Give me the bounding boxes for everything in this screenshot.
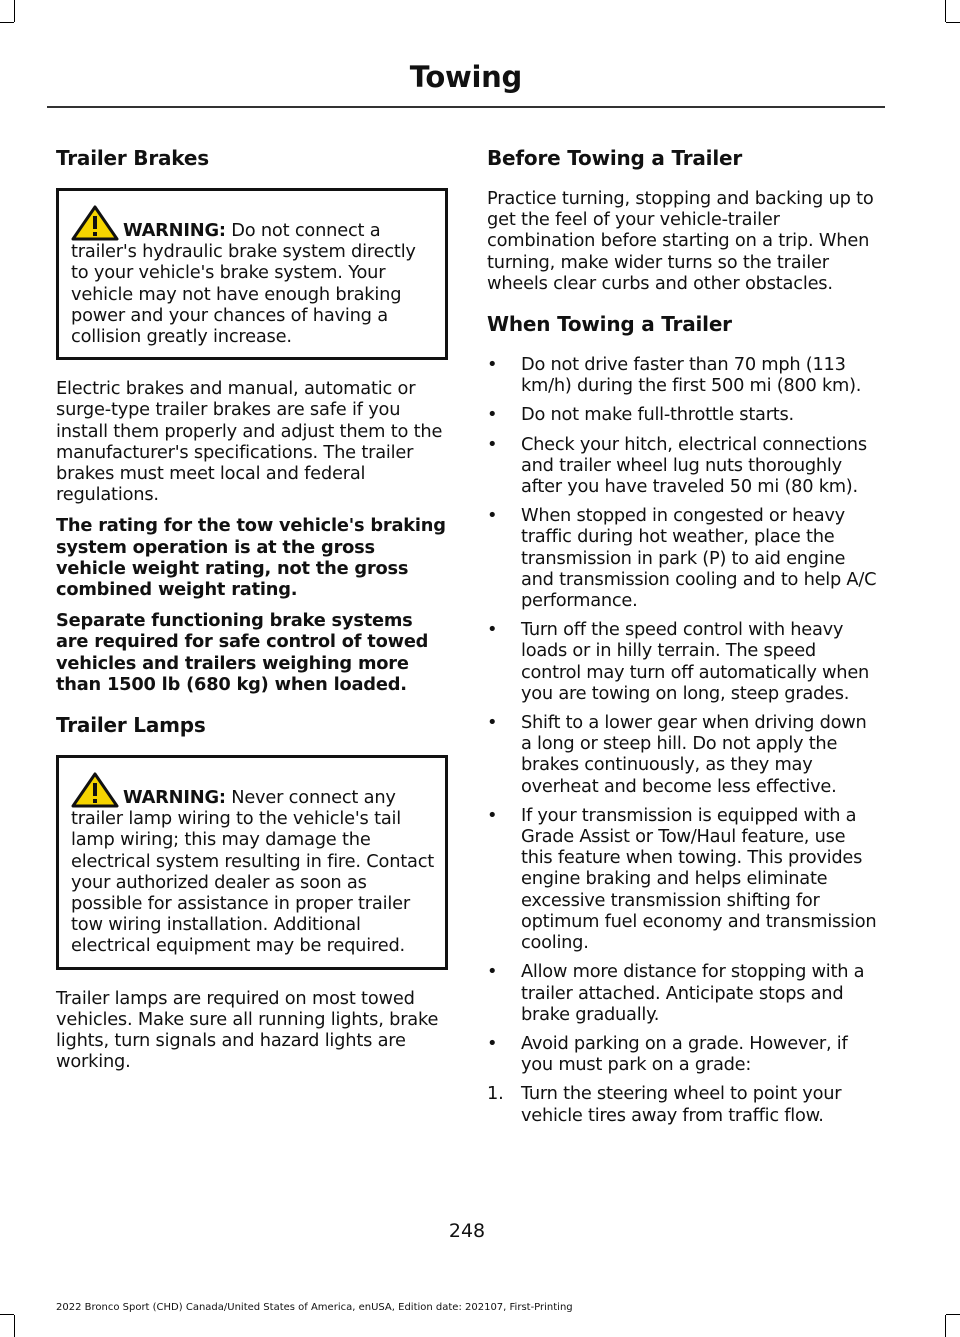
right-column bbox=[487, 140, 881, 1134]
warning-label: WARNING: bbox=[123, 220, 226, 241]
section-heading-trailer-brakes: Trailer Brakes bbox=[56, 146, 209, 170]
list-item: • Avoid parking on a grade. However, if you must park on a grade: bbox=[487, 1032, 848, 1076]
crop-mark bbox=[14, 1315, 15, 1337]
crop-mark bbox=[0, 1314, 14, 1315]
page-number: 248 bbox=[448, 1220, 486, 1242]
crop-mark bbox=[946, 1314, 960, 1315]
list-item: • Check your hitch, electrical connections and trailer wheel lug nuts thoroughly after you have traveled 50 mi (80 km). bbox=[487, 433, 867, 498]
list-item: • Do not drive faster than 70 mph (113 km/h) during the first 500 mi (800 km). bbox=[487, 354, 862, 397]
crop-mark bbox=[945, 0, 946, 22]
crop-mark bbox=[0, 22, 14, 23]
warning-triangle-icon bbox=[71, 772, 119, 808]
section-heading-before-towing: Before Towing a Trailer bbox=[487, 146, 743, 170]
warning-triangle-icon bbox=[71, 205, 119, 241]
crop-mark bbox=[945, 1315, 946, 1337]
warning-box-lamps bbox=[56, 755, 448, 970]
warning-text: Do not connect a trailer's hydraulic brake system directly to your vehicle's brake system. Your vehicle may not have enough braking power and your chances of having a collision greatly increase. bbox=[71, 220, 416, 348]
paragraph-bold: Separate functioning brake systems are required for safe control of towed vehicles and trailers weighing more than 1500 lb (680 kg) when loaded. bbox=[56, 610, 429, 695]
list-item: • Do not make full-throttle starts. bbox=[487, 404, 794, 426]
warning-box-brakes bbox=[56, 188, 448, 360]
numbered-list bbox=[487, 1083, 881, 1125]
paragraph: Trailer lamps are required on most towed vehicles. Make sure all running lights, brake lights, turn signals and hazard lights are working. bbox=[56, 987, 439, 1073]
crop-mark bbox=[14, 0, 15, 22]
page-title: Towing bbox=[409, 60, 522, 94]
warning-text: Never connect any trailer lamp wiring to the vehicle's tail lamp wiring; this may damage the electrical system resulting in fire. Contact your authorized dealer as soon as possible for assistance in proper trailer tow wiring installation. Additional electrical equipment may be required. bbox=[71, 787, 435, 957]
bullet-list bbox=[487, 354, 881, 1075]
list-item: 1. Turn the steering wheel to point your vehicle tires away from traffic flow. bbox=[487, 1083, 842, 1126]
list-item: • If your transmission is equipped with a Grade Assist or Tow/Haul feature, use this feature when towing. This provides engine braking and helps eliminate excessive transmission shifting for optimum fuel economy and transmission cooling. bbox=[487, 804, 877, 954]
section-heading-trailer-lamps: Trailer Lamps bbox=[56, 713, 206, 738]
crop-mark bbox=[946, 22, 960, 23]
list-item: • Turn off the speed control with heavy loads or in hilly terrain. The speed control may turn off automatically when you are towing on long, steep grades. bbox=[487, 619, 870, 704]
paragraph: Practice turning, stopping and backing up to get the feel of your vehicle-trailer combination before starting on a trip. When turning, make wider turns so the trailer wheels clear curbs and other obstacles. bbox=[487, 188, 874, 294]
warning-label: WARNING: bbox=[123, 787, 226, 809]
paragraph-bold: The rating for the tow vehicle's braking system operation is at the gross vehicle weight rating, not the gross combined weight rating. bbox=[56, 515, 446, 601]
section-heading-when-towing: When Towing a Trailer bbox=[487, 312, 732, 337]
edition-note: 2022 Bronco Sport (CHD) Canada/United States of America, enUSA, Edition date: 202107, First-Printing bbox=[56, 1302, 573, 1313]
list-item: • Allow more distance for stopping with a trailer attached. Anticipate stops and brake gradually. bbox=[487, 961, 865, 1025]
left-column bbox=[56, 140, 448, 1083]
paragraph: Electric brakes and manual, automatic or surge-type trailer brakes are safe if you install them properly and adjust them to the manufacturer's specifications. The trailer brakes must meet local and federal regulations. bbox=[56, 378, 443, 506]
list-item: • Shift to a lower gear when driving down a long or steep hill. Do not apply the brakes continuously, as they may overheat and become less effective. bbox=[487, 712, 867, 797]
list-item: • When stopped in congested or heavy traffic during hot weather, place the transmission in park (P) to aid engine and transmission cooling and to help A/C performance. bbox=[487, 505, 877, 612]
header-divider bbox=[47, 106, 885, 108]
